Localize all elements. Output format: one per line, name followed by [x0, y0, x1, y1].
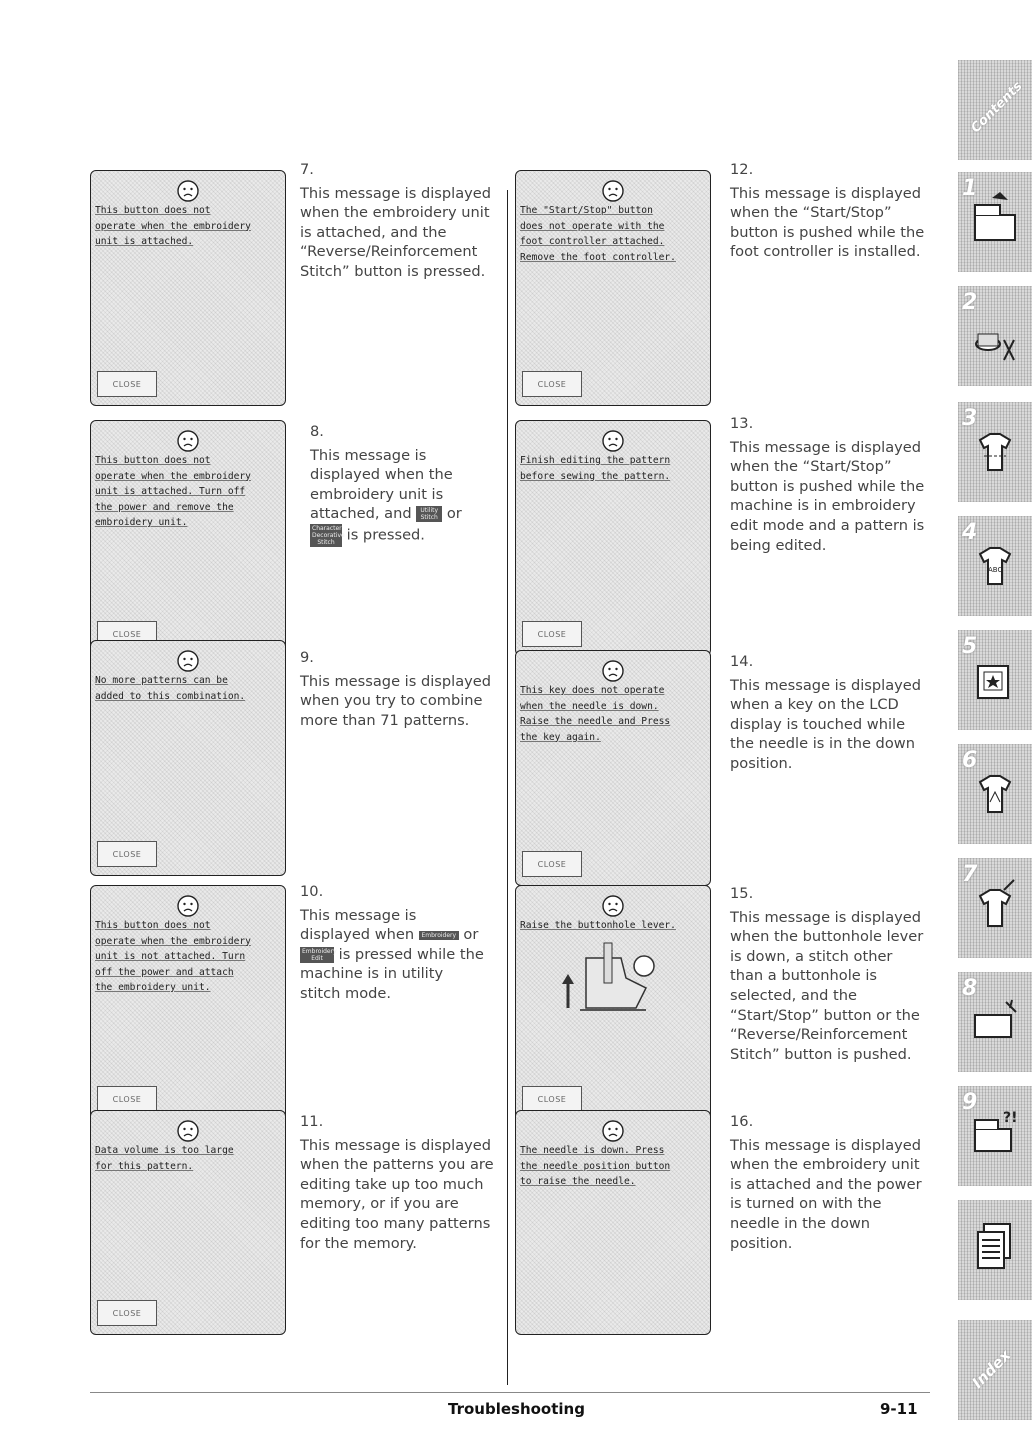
svg-text:ABC: ABC: [988, 566, 1003, 574]
lcd-screen-9: [90, 640, 286, 876]
description-12: 12. This message is displayed when the “Start/Stop” button is pushed while the foot controller is installed.: [730, 161, 925, 261]
tab-2[interactable]: 2: [958, 286, 1032, 386]
lcd-screen-10: [90, 885, 286, 1121]
tab-9[interactable]: 9 ?!: [958, 1086, 1032, 1186]
sad-face-icon: [601, 659, 625, 683]
machine-care-icon: [970, 990, 1020, 1050]
lcd-screen-7: [90, 170, 286, 406]
embroidery-key-icon: Embroidery: [419, 931, 459, 940]
sad-face-icon: [176, 894, 200, 918]
svg-text:?!: ?!: [1003, 1110, 1018, 1126]
utility-stitch-key-icon: Utility Stitch: [416, 506, 442, 522]
tab-5[interactable]: 5: [958, 630, 1032, 730]
footer-rule: [90, 1392, 930, 1393]
tab-10[interactable]: [958, 1200, 1032, 1300]
description-8: 8. This message is displayed when the embroidery unit is attached, and Utility Stitch or Character Decorative Stitch is pressed.: [310, 423, 462, 546]
character-decorative-stitch-key-icon: Character Decorative Stitch: [312, 524, 345, 546]
description-7: 7. This message is displayed when the embroidery unit is attached, and the “Reverse/Reinforcement Stitch” button is pressed.: [300, 161, 492, 280]
description-11: 11. This message is displayed when the patterns you are editing take up too much memory, or if you are editing too many patterns for the memory.: [300, 1113, 494, 1252]
screen-message: Raise the buttonhole lever.: [520, 920, 676, 931]
embroidery-frame-icon: [970, 648, 1020, 708]
sad-face-icon: [176, 429, 200, 453]
close-button[interactable]: CLOSE: [522, 621, 582, 647]
description-9: 9. This message is displayed when you try to combine more than 71 patterns.: [300, 649, 492, 729]
screen-message: No more patterns can be added to this combination.: [95, 675, 246, 702]
shirt-needle-icon: [970, 876, 1020, 936]
description-10: 10. This message is displayed when Embroidery or Embroidery Edit is pressed while the machine is in utility stitch mode.: [300, 883, 484, 1002]
close-button[interactable]: CLOSE: [97, 621, 157, 647]
screen-message: This button does not operate when the embroidery unit is not attached. Turn off the power and attach the embroidery unit.: [95, 920, 251, 993]
sad-face-icon: [601, 1119, 625, 1143]
document-icon: [970, 1218, 1020, 1278]
thread-spool-icon: [970, 304, 1020, 364]
page-number: 9-11: [880, 1400, 918, 1418]
close-button[interactable]: CLOSE: [97, 1086, 157, 1112]
tab-3[interactable]: 3: [958, 402, 1032, 502]
screen-message: The "Start/Stop" button does not operate with the foot controller attached. Remove the foot controller.: [520, 205, 676, 263]
sad-face-icon: [176, 649, 200, 673]
sad-face-icon: [601, 179, 625, 203]
close-button[interactable]: CLOSE: [97, 1300, 157, 1326]
shirt-edit-icon: [970, 762, 1020, 822]
tab-index[interactable]: Index: [958, 1320, 1032, 1420]
embroidery-edit-key-icon: Embroidery Edit: [302, 947, 337, 962]
lcd-screen-16: [515, 1110, 711, 1335]
screen-message: The needle is down. Press the needle position button to raise the needle.: [520, 1145, 671, 1187]
tab-7[interactable]: 7: [958, 858, 1032, 958]
description-13: 13. This message is displayed when the “Start/Stop” button is pushed while the machine is in embroidery edit mode and a pattern is being edited.: [730, 415, 925, 554]
sad-face-icon: [176, 1119, 200, 1143]
footer-section-title: Troubleshooting: [448, 1400, 585, 1418]
troubleshoot-icon: [970, 1104, 1020, 1164]
sad-face-icon: [601, 894, 625, 918]
screen-message: This button does not operate when the embroidery unit is attached. Turn off the power and remove the embroidery unit.: [95, 455, 251, 528]
tab-1[interactable]: 1: [958, 172, 1032, 272]
lcd-screen-15: [515, 885, 711, 1121]
tab-4[interactable]: 4 ABC: [958, 516, 1032, 616]
description-16: 16. This message is displayed when the embroidery unit is attached and the power is turned on with the needle in the down position.: [730, 1113, 922, 1252]
close-button[interactable]: CLOSE: [522, 851, 582, 877]
close-button[interactable]: CLOSE: [97, 841, 157, 867]
description-15: 15. This message is displayed when the buttonhole lever is down, a stitch other than a buttonhole is selected, and the “Start/Stop” button or the “Reverse/Reinforcement Stitch” button is pushed.: [730, 885, 924, 1063]
tab-6[interactable]: 6: [958, 744, 1032, 844]
column-divider: [507, 190, 508, 1385]
lcd-screen-8: [90, 420, 286, 656]
buttonhole-lever-illustration: [546, 938, 666, 1028]
lcd-screen-13: [515, 420, 711, 656]
sad-face-icon: [601, 429, 625, 453]
shirt-abc-icon: [970, 534, 1020, 594]
tab-contents[interactable]: Contents: [958, 60, 1032, 160]
description-14: 14. This message is displayed when a key on the LCD display is touched while the needle is in the down position.: [730, 653, 922, 772]
screen-message: Data volume is too large for this pattern.: [95, 1145, 234, 1172]
screen-message: This key does not operate when the needle is down. Raise the needle and Press the key again.: [520, 685, 671, 743]
close-button[interactable]: CLOSE: [522, 1086, 582, 1112]
shirt-icon: [970, 420, 1020, 480]
lcd-screen-11: [90, 1110, 286, 1335]
lcd-screen-14: [515, 650, 711, 886]
close-button[interactable]: CLOSE: [97, 371, 157, 397]
tab-8[interactable]: 8: [958, 972, 1032, 1072]
screen-message: Finish editing the pattern before sewing the pattern.: [520, 455, 671, 482]
sewing-machine-icon: [970, 190, 1020, 250]
sad-face-icon: [176, 179, 200, 203]
lcd-screen-12: [515, 170, 711, 406]
close-button[interactable]: CLOSE: [522, 371, 582, 397]
screen-message: This button does not operate when the embroidery unit is attached.: [95, 205, 251, 247]
